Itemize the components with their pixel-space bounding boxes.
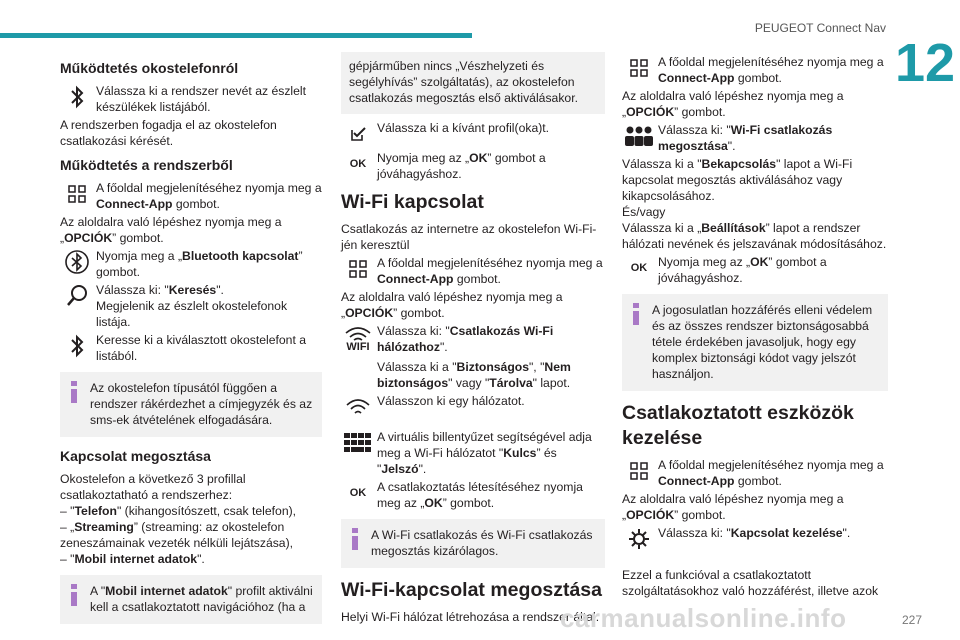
info-box: A Wi-Fi csatlakozás és Wi-Fi csatlakozás megosztás kizárólagos.: [341, 519, 605, 568]
bluetooth-circle-icon: [60, 248, 94, 276]
bluetooth-icon: [60, 83, 94, 111]
share-people-icon: [622, 122, 656, 150]
step-manage-connection: Válassza ki: "Kapcsolat kezelése".: [622, 525, 888, 553]
step-ok-connect: OK A csatlakoztatás létesítéséhez nyomja meg az „OK” gombot.: [341, 479, 605, 511]
settings-gear-icon: [622, 525, 656, 553]
step-ok: OK Nyomja meg az „OK” gombot a jóváhagyáshoz.: [622, 254, 888, 286]
heading-wifi-sharing: Wi-Fi-kapcsolat megosztása: [341, 579, 602, 601]
keyboard-icon: [341, 429, 375, 457]
search-icon: [60, 282, 94, 310]
heading-phone-operation: Működtetés okostelefonról: [60, 60, 239, 76]
apps-grid-icon: [622, 54, 656, 82]
step-select-system: Válassza ki a rendszer nevét az észlelt készülékek listájából.: [60, 83, 322, 115]
step-select-network: Válasszon ki egy hálózatot.: [341, 393, 605, 421]
step-connect-app: A főoldal megjelenítéséhez nyomja meg a Connect-App gombot.: [622, 54, 888, 86]
watermark: carmanualsonline.info: [560, 603, 847, 633]
step-wifi-share: Válassza ki: "Wi-Fi csatlakozás megosztása".: [622, 122, 888, 154]
info-icon: [69, 381, 85, 403]
step-connect-app: A főoldal megjelenítéséhez nyomja meg a Connect-App gombot.: [622, 457, 888, 489]
info-box-continued: gépjárműben nincs „Vészhelyzeti és segélyhívás” szolgáltatás), az okostelefon csatlakozás megosztás első aktiválásakor.: [341, 52, 605, 114]
info-box: A jogosulatlan hozzáférés elleni védelem és az összes rendszer biztonságosabbá tétele érdekében javasoljuk, hogy egy komplex biztonsági kódot vagy jelszót használjon.: [622, 294, 888, 391]
info-icon: [69, 584, 85, 606]
bluetooth-icon: [60, 332, 94, 360]
step-select-phone: Keresse ki a kiválasztott okostelefont a listából.: [60, 332, 322, 364]
header-brand: PEUGEOT Connect Nav: [754, 21, 886, 35]
wifi-icon: [341, 393, 375, 421]
chapter-number: 12: [895, 33, 956, 93]
step-select-tab: Válassza ki a "Biztonságos", "Nem biztonságos" vagy "Tárolva" lapot.: [377, 360, 571, 390]
wifi-icon: WIFI: [341, 323, 375, 357]
page-number: 227: [901, 613, 922, 627]
ok-icon: OK: [349, 158, 367, 170]
ok-icon: OK: [349, 487, 367, 499]
step-connect-app: A főoldal megjelenítéséhez nyomja meg a Connect-App gombot.: [341, 255, 605, 287]
apps-grid-icon: [60, 180, 94, 208]
step-select-profile: Válassza ki a kívánt profil(oka)t.: [341, 120, 605, 148]
step-bluetooth-connection: Nyomja meg a „Bluetooth kapcsolat” gombot.: [60, 248, 322, 280]
info-icon: [631, 303, 647, 325]
apps-grid-icon: [622, 457, 656, 485]
heading-connection-sharing: Kapcsolat megosztása: [60, 448, 211, 464]
heading-system-operation: Működtetés a rendszerből: [60, 157, 233, 173]
column-2: gépjárműben nincs „Vészhelyzeti és segélyhívás” szolgáltatás), az okostelefon csatlakozás megosztás első aktiválásakor. Válassza ki a kívánt profil(oka)t. OK Nyomja meg az „OK” gombot a jóváhagyáshoz. Wi-Fi kapcsolat Csatlakozás az internetre az okostelefon Wi-Fi-jén keresztül A főoldal megjelenítéséhez nyomja meg a Connect-App gombot. Az aloldalra való lépéshez nyomja meg a „OPCIÓK” gombot. WIFI Válassza ki: "Csatlakozás Wi-Fi hálózathoz". Válassza ki a "Biztonságos", "Nem biztonságos" vagy "Tárolva" lapot. Válasszon ki egy hálózatot. A virtuális billentyűzet segítségével adja meg a Wi-Fi hálózatot "Kulcs” és "Jelszó". OK A csatlakoztatás létesítéséhez nyomja meg az „OK” gombot. A Wi-Fi csatlakozás és Wi-Fi csatlakozás megosztás kizárólagos. Wi-Fi-kapcsolat megosztása Helyi Wi-Fi hálózat létrehozása a rendszer által.: [341, 52, 605, 625]
step-ok: OK Nyomja meg az „OK” gombot a jóváhagyáshoz.: [341, 150, 605, 182]
step-search: Válassza ki: "Keresés". Megjelenik az észlelt okostelefonok listája.: [60, 282, 322, 330]
step-wifi-connect: WIFI Válassza ki: "Csatlakozás Wi-Fi hálózathoz".: [341, 323, 605, 357]
column-3: A főoldal megjelenítéséhez nyomja meg a Connect-App gombot. Az aloldalra való lépéshez nyomja meg a „OPCIÓK” gombot. Válassza ki: "Wi-Fi csatlakozás megosztása". Válassza ki a "Bekapcsolás" lapot a Wi-Fi kapcsolat megosztás aktiválásához vagy kikapcsolásához. És/vagy Válassza ki a „Beállítások” lapot a rendszer hálózati nevének és jelszavának módosításához. OK Nyomja meg az „OK” gombot a jóváhagyáshoz. A jogosulatlan hozzáférés elleni védelem és az összes rendszer biztonságosabbá tétele érdekében javasoljuk, hogy egy komplex biztonsági kódot vagy jelszót használjon. Csatlakoztatott eszközök kezelése A főoldal megjelenítéséhez nyomja meg a Connect-App gombot. Az aloldalra való lépéshez nyomja meg a „OPCIÓK” gombot. Válassza ki: "Kapcsolat kezelése". Ezzel a funkcióval a csatlakoztatott szolgáltatásokhoz való hozzáférést, illetve azok: [622, 55, 887, 598]
heading-connected-devices: Csatlakoztatott eszközök kezelése: [622, 402, 854, 449]
info-icon: [350, 528, 366, 550]
step-enter-key: A virtuális billentyűzet segítségével adja meg a Wi-Fi hálózatot "Kulcs” és "Jelszó".: [341, 429, 605, 477]
ok-icon: OK: [630, 262, 648, 274]
step-connect-app: A főoldal megjelenítéséhez nyomja meg a Connect-App gombot.: [60, 180, 322, 212]
info-box: Az okostelefon típusától függően a rendszer rákérdezhet a címjegyzék és az sms-ek átvételének elfogadására.: [60, 372, 322, 437]
column-1: Működtetés okostelefonról Válassza ki a rendszer nevét az észlelt készülékek listájából. A rendszerben fogadja el az okostelefon csatlakozási kérését. Működtetés a rendszerből A főoldal megjelenítéséhez nyomja meg a Connect-App gombot. Az aloldalra való lépéshez nyomja meg a „OPCIÓK” gombot. Nyomja meg a „Bluetooth kapcsolat” gombot. Válassza ki: "Keresés". Megjelenik az észlelt okostelefonok listája. Keresse ki a kiválasztott okostelefont a listából. Az okostelefon típusától függően a rendszer rákérdezhet a címjegyzék és az sms-ek átvételének elfogadására. Kapcsolat megosztása Okostelefon a következő 3 profillal csatlakoztatható a rendszerhez: – "Telefon" (kihangosítószett, csak telefon), – „Streaming” (streaming: az okostelefon zeneszámainak vezeték nélküli lejátszása), – "Mobil internet adatok". A "Mobil internet adatok" profilt aktiválni kell a csatlakoztatott navigációhoz (ha a: [60, 52, 322, 634]
checkbox-icon: [341, 120, 375, 148]
top-accent-bar: [0, 33, 472, 38]
heading-wifi-connection: Wi-Fi kapcsolat: [341, 191, 484, 213]
apps-grid-icon: [341, 255, 375, 283]
info-box: A "Mobil internet adatok" profilt aktiválni kell a csatlakoztatott navigációhoz (ha a: [60, 575, 322, 624]
